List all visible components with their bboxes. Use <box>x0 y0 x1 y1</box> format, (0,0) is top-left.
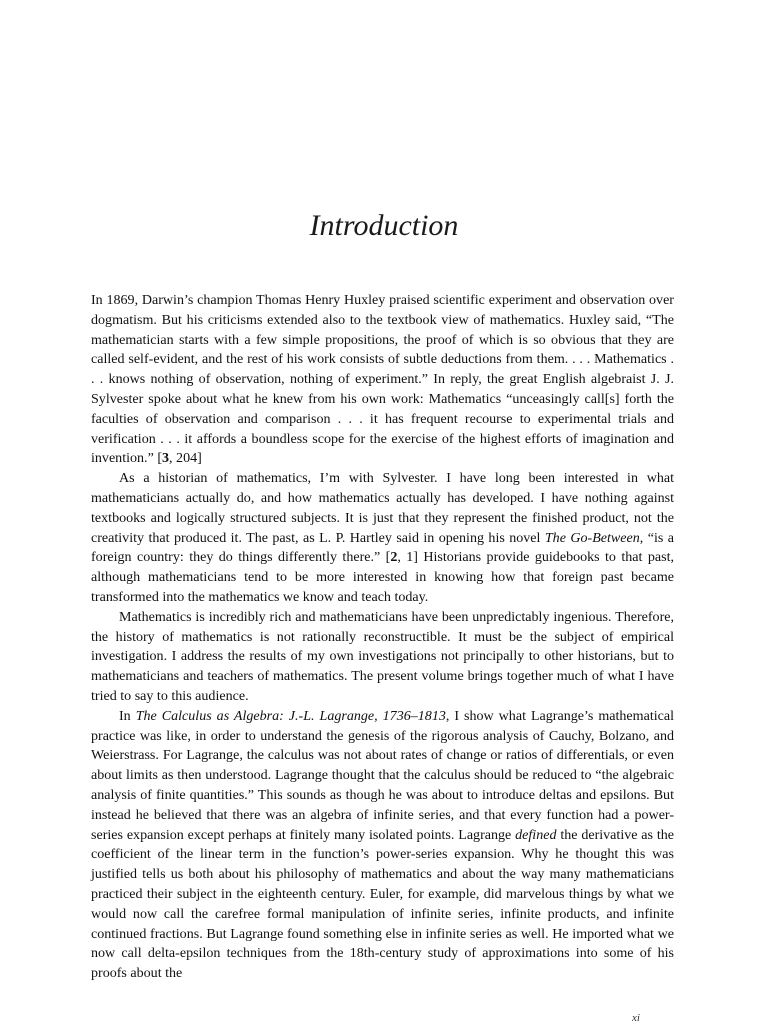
text-run: As a historian of mathematics, I’m with Sylvester. I have long been interested in what mathematicians actually do, and how mathematics actually has developed. I have nothing against textbooks and logically structured subjects. It is just that they represent the finished product, not the creativity that produced it. The past, as L. P. Hartley said in opening his novel <box>91 470 674 546</box>
text-run: Mathematics is incredibly rich and mathematicians have been unpredictably ingenious. Therefore, the history of mathematics is not rationally reconstructible. It must be the subject of empirical investigation. I address the results of my own investigations not principally to other historians, but to mathematicians and teachers of mathematics. The present volume brings together much of what I have tried to say to this audience. <box>91 608 674 704</box>
chapter-title: Introduction <box>309 209 459 242</box>
text-run: , 204] <box>169 450 202 467</box>
text-run: the derivative as the coefficient of the linear term in the function’s power-series expansion. Why he thought this was justified tells us both about his philosophy of mathematics and about the way many mathematicians practiced their subject in the eighteenth century. Euler, for example, did marvelous things by what we would now call the carefree formal manipulation of infinite series, infinite products, and infinite continued fractions. But Lagrange found something else in infinite series as well. He imported what we now call delta-epsilon techniques from the 18th-century study of approximations into some of his proofs about the <box>91 826 675 982</box>
paragraph <box>91 707 674 984</box>
text-run: In 1869, Darwin’s champion Thomas Henry Huxley praised scientific experiment and observation over dogmatism. But his criticisms extended also to the textbook view of mathematics. Huxley said, “The mathematician starts with a few simple propositions, the proof of which is so obvious that they are called self-evident, and the rest of his work consists of subtle deductions from them. . . . Mathematics . . . knows nothing of observation, nothing of experiment.” In reply, the great English algebraist J. J. Sylvester spoke about what he knew from his own work: Mathematics “unceasingly call[s] forth the faculties of observation and comparison . . . it has frequent recourse to experimental trials and verification . . . it affords a boundless scope for the exercise of the highest efforts of imagination and invention.” [ <box>91 292 674 467</box>
paragraph <box>91 608 674 707</box>
page-number: xi <box>632 1012 640 1024</box>
bold-citation: 2 <box>390 549 398 566</box>
text-run: , “is a foreign country: they do things differently there.” [ <box>91 529 674 566</box>
paragraph <box>91 291 674 469</box>
text-run: , 1] Historians provide guidebooks to that past, although mathematicians tend to be more interested in knowing how that foreign past became transformed into the mathematics we know and teach today. <box>91 549 674 605</box>
italic-text: The Go-Between <box>544 529 640 546</box>
text-run: , I show what Lagrange’s mathematical practice was like, in order to understand the genesis of the rigorous analysis of Cauchy, Bolzano, and Weierstrass. For Lagrange, the calculus was not about rates of change or ratios of differentials, or even about limits as then understood. Lagrange thought that the calculus should be reduced to “the algebraic analysis of finite quantities.” This sounds as though he was about to introduce deltas and epsilons. But instead he believed that there was an algebra of infinite series, and that every function had a power-series expansion except perhaps at finitely many isolated points. Lagrange <box>91 707 674 843</box>
body-text <box>91 291 674 984</box>
bold-citation: 3 <box>162 450 170 467</box>
italic-text: defined <box>515 826 557 843</box>
paragraph <box>91 469 674 608</box>
italic-text: The Calculus as Algebra: J.-L. Lagrange, 1736–1813 <box>135 707 446 724</box>
text-run: In <box>119 707 136 724</box>
